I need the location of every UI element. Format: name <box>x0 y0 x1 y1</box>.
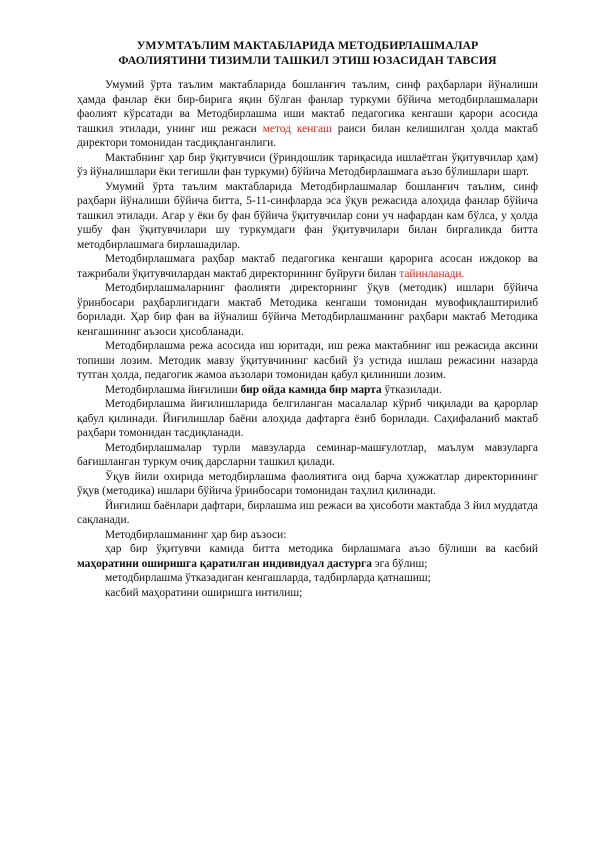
paragraph-7-text-a: Методбирлашма йиғилиши <box>105 383 238 396</box>
document-title <box>77 38 538 68</box>
paragraph-5: Методбирлашмаларнинг фаолияти директорнинг ўқув (методик) ишлари бўйича ўринбосари раҳбарлигидаги мактаб Методика кенгаши томонидан мувофиқлаштирилиб борилади. Ҳар бир фан ва йўналиш бўйича Методбирлашманинг раҳбари мактаб Методика кенгашининг аъзоси ҳисобланади. <box>77 282 538 338</box>
paragraph-4 <box>77 252 538 281</box>
paragraph-4-highlight: тайинланади. <box>399 267 465 280</box>
paragraph-12: Методбирлашманинг ҳар бир аъзоси: <box>105 528 287 541</box>
title-line-2: ФАОЛИЯТИНИ ТИЗИМЛИ ТАШКИЛ ЭТИШ ЮЗАСИДАН ТАВСИЯ <box>118 53 497 67</box>
paragraph-4-text-a: Методбирлашмага раҳбар мактаб педагогика кенгаши қарорига асосан иждокор ва тажрибали ўқитувчилардан мактаб директорининг буйруғи билан <box>77 253 538 280</box>
paragraph-1-text-b: раиси билан келишилган ҳолда мактаб директори томонидан тасдиқланганлиги. <box>77 122 538 149</box>
paragraph-1-highlight: метод кенгаш <box>262 122 332 135</box>
paragraph-10: Ўқув йили охирида методбирлашма фаолиятига оид барча ҳужжатлар директорининг ўқув (методика) ишлари бўйича ўринбосари томонидан таҳлил қилинади. <box>77 470 538 497</box>
paragraph-2: Мактабнинг ҳар бир ўқитувчиси (ўриндошлик тариқасида ишлаётган ўқитувчилар ҳам) ўз йўналишлари ёки тегишли фан туркуми) бўйича Методбирлашмага аъзо бўлишлари шарт. <box>77 151 538 178</box>
paragraph-1 <box>77 78 538 151</box>
paragraph-14: методбирлашма ўтказадиган кенгашларда, тадбирларда қатнашиш; <box>105 572 431 584</box>
paragraph-1-text-a: Умумий ўрта таълим мактабларида бошланғич таълим, синф раҳбарлари йўналиши ҳамда фанлар ёки бир-бирига яқин бўлган фанлар туркуми бўйича методбирлашмалари фаолият кўрсатади ва Методбирлашма иши мактаб педагогика кенгаши қарори асосида ташкил этилади, унинг иш режаси <box>77 79 538 135</box>
paragraph-7 <box>77 383 538 398</box>
paragraph-7-bold: бир ойда камида бир марта <box>240 383 382 396</box>
paragraph-8: Методбирлашма йиғилишларида белгиланган масалалар кўриб чиқилади ва қарорлар қабул қилинади. Йиғилишлар баёни алоҳида дафтарга ёзиб борилади. Саҳифаланиб мактаб раҳбари томонидан тасдиқланади. <box>77 398 538 439</box>
paragraph-7-text-b: ўтказилади. <box>384 383 442 396</box>
paragraph-9: Методбирлашмалар турли мавзуларда семинар-машғулотлар, маълум мавзуларга бағишланган туркум очиқ дарсларни ташкил қилади. <box>77 441 538 468</box>
paragraph-15: касбий маҳоратини оширишга интилиш; <box>105 586 303 599</box>
paragraph-6: Методбирлашма режа асосида иш юритади, иш режа мактабнинг иш режасида аксини топиши лозим. Методик мавзу ўқитувчининг касбий ўз устида ишлаш режасини назарда тутган ҳолда, педагогик жамоа аъзолари томонидан қабул қилиниши лозим. <box>77 340 538 381</box>
paragraph-13 <box>77 542 538 571</box>
paragraph-13-bold: маҳоратини оширишга қаратилган индивидуал дастурга <box>77 557 372 570</box>
paragraph-11: Йиғилиш баёнлари дафтари, бирлашма иш режаси ва ҳисоботи мактабда 3 йил муддатда сақланади. <box>77 499 538 526</box>
paragraph-13-text-a: ҳар бир ўқитувчи камида битта методика бирлашмага аъзо бўлиши ва касбий <box>105 543 538 555</box>
paragraph-13-text-b: эга бўлиш; <box>374 557 428 570</box>
paragraph-3: Умумий ўрта таълим мактабларида Методбирлашмалар бошланғич таълим, синф раҳбари йўналиши бўйича битта, 5-11-синфларда эса ўқув режасида алоҳида фанлар бўйича ташкил этилади. Агар у ёки бу фан бўйича ўқитувчилар сони уч нафардан кам бўлса, у ҳолда ушбу фан ўқитувчилари шу туркумдаги фан ўқитувчилари билан биргаликда битта методбирлашмага бирлашадилар. <box>77 180 538 251</box>
title-line-1: УМУМТАЪЛИМ МАКТАБЛАРИДА МЕТОДБИРЛАШМАЛАР <box>136 38 479 52</box>
